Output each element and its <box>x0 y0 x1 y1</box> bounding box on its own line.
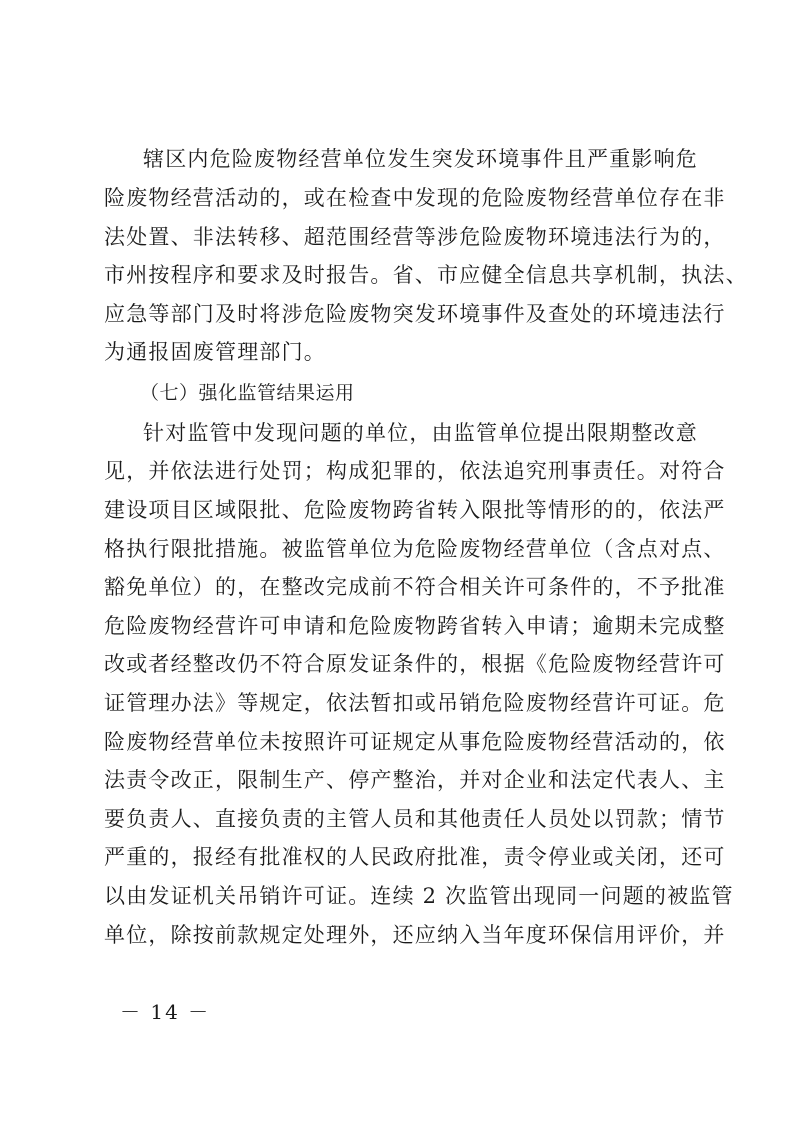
paragraph-1-line: 市州按程序和要求及时报告。省、市应健全信息共享机制，执法、 <box>104 263 748 287</box>
paragraph-1-line: 辖区内危险废物经营单位发生突发环境事件且严重影响危 <box>143 147 698 171</box>
paragraph-1-line: 法处置、非法转移、超范围经营等涉危险废物环境违法行为的， <box>104 225 726 249</box>
paragraph-2-line: 格执行限批措施。被监管单位为危险废物经营单位（含点对点、 <box>104 537 726 561</box>
paragraph-2-line: 危险废物经营许可申请和危险废物跨省转入申请；逾期未完成整 <box>104 614 726 638</box>
paragraph-2-line: 证管理办法》等规定，依法暂扣或吊销危险废物经营许可证。危 <box>104 691 726 715</box>
paragraph-2-line: 针对监管中发现问题的单位，由监管单位提出限期整改意 <box>143 421 698 445</box>
paragraph-2-line: 以由发证机关吊销许可证。连续 2 次监管出现同一问题的被监管 <box>104 884 734 908</box>
paragraph-2-line: 要负责人、直接负责的主管人员和其他责任人员处以罚款；情节 <box>104 807 726 831</box>
paragraph-1-line: 险废物经营活动的，或在检查中发现的危险废物经营单位存在非 <box>104 186 726 210</box>
paragraph-2-line: 豁免单位）的，在整改完成前不符合相关许可条件的，不予批准 <box>104 575 726 599</box>
paragraph-2-line: 见，并依法进行处罚；构成犯罪的，依法追究刑事责任。对符合 <box>104 459 726 483</box>
page-number: － 14 － <box>120 1000 211 1024</box>
paragraph-2-line: 单位，除按前款规定处理外，还应纳入当年度环保信用评价，并 <box>104 923 726 947</box>
section-heading: （七）强化监管结果运用 <box>140 382 355 404</box>
paragraph-2-line: 险废物经营单位未按照许可证规定从事危险废物经营活动的，依 <box>104 730 726 754</box>
paragraph-2-line: 建设项目区域限批、危险废物跨省转入限批等情形的的，依法严 <box>104 498 726 522</box>
paragraph-2-line: 法责令改正，限制生产、停产整治，并对企业和法定代表人、主 <box>104 768 726 792</box>
paragraph-1-line: 应急等部门及时将涉危险废物突发环境事件及查处的环境违法行 <box>104 302 726 326</box>
paragraph-2-line: 严重的，报经有批准权的人民政府批准，责令停业或关闭，还可 <box>104 845 726 869</box>
paragraph-1-line: 为通报固废管理部门。 <box>104 340 326 364</box>
paragraph-2-line: 改或者经整改仍不符合原发证条件的，根据《危险废物经营许可 <box>104 652 726 676</box>
